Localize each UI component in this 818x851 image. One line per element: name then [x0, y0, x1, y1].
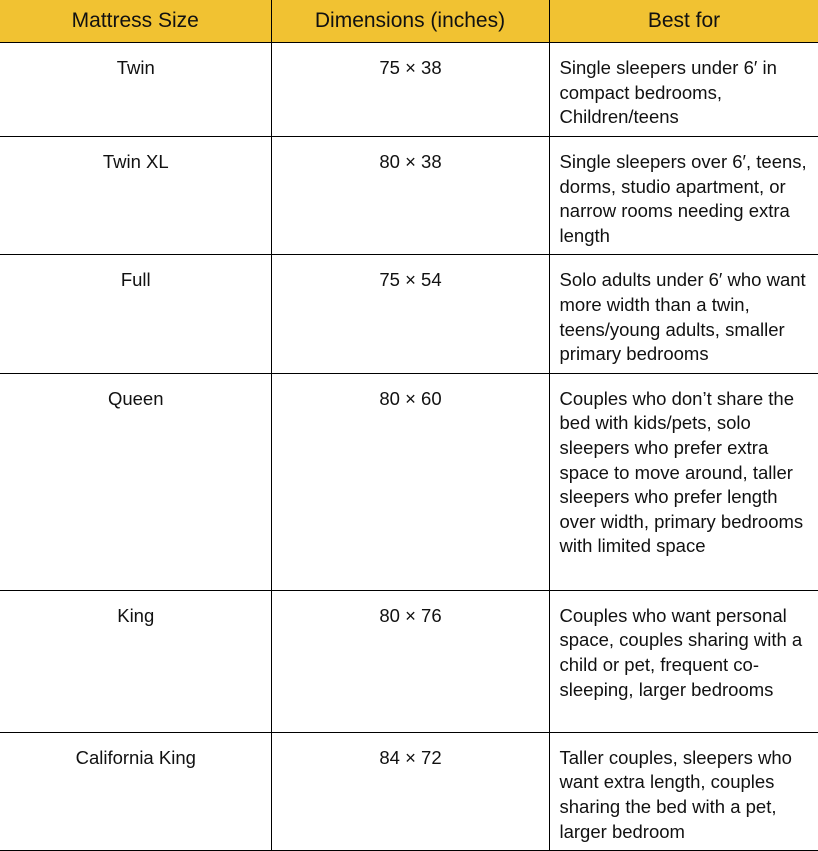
cell-size: Queen — [0, 373, 271, 590]
header-row — [0, 0, 818, 43]
table-row — [0, 373, 818, 590]
cell-best-for: Taller couples, sleepers who want extra length, couples sharing the bed with a pet, larger bedroom — [549, 732, 818, 850]
table-row — [0, 590, 818, 732]
cell-best-for: Single sleepers over 6′, teens, dorms, studio apartment, or narrow rooms needing extra length — [549, 137, 818, 255]
cell-size: Full — [0, 255, 271, 373]
cell-size: Twin — [0, 43, 271, 137]
header-dimensions: Dimensions (inches) — [271, 0, 549, 43]
header-best-for: Best for — [549, 0, 818, 43]
cell-size: King — [0, 590, 271, 732]
cell-dimensions: 80 × 76 — [271, 590, 549, 732]
cell-dimensions: 84 × 72 — [271, 732, 549, 850]
table-row — [0, 732, 818, 850]
header-mattress-size: Mattress Size — [0, 0, 271, 43]
cell-best-for: Solo adults under 6′ who want more width than a twin, teens/young adults, smaller primary bedrooms — [549, 255, 818, 373]
cell-size: Twin XL — [0, 137, 271, 255]
cell-dimensions: 80 × 60 — [271, 373, 549, 590]
cell-best-for: Couples who don’t share the bed with kids/pets, solo sleepers who prefer extra space to move around, taller sleepers who prefer length over width, primary bedrooms with limited space — [549, 373, 818, 590]
cell-best-for: Single sleepers under 6′ in compact bedrooms, Children/teens — [549, 43, 818, 137]
table-row — [0, 137, 818, 255]
cell-dimensions: 75 × 54 — [271, 255, 549, 373]
cell-best-for: Couples who want personal space, couples sharing with a child or pet, frequent co-sleeping, larger bedrooms — [549, 590, 818, 732]
cell-dimensions: 75 × 38 — [271, 43, 549, 137]
cell-size: California King — [0, 732, 271, 850]
table-row — [0, 43, 818, 137]
cell-dimensions: 80 × 38 — [271, 137, 549, 255]
table-row — [0, 255, 818, 373]
